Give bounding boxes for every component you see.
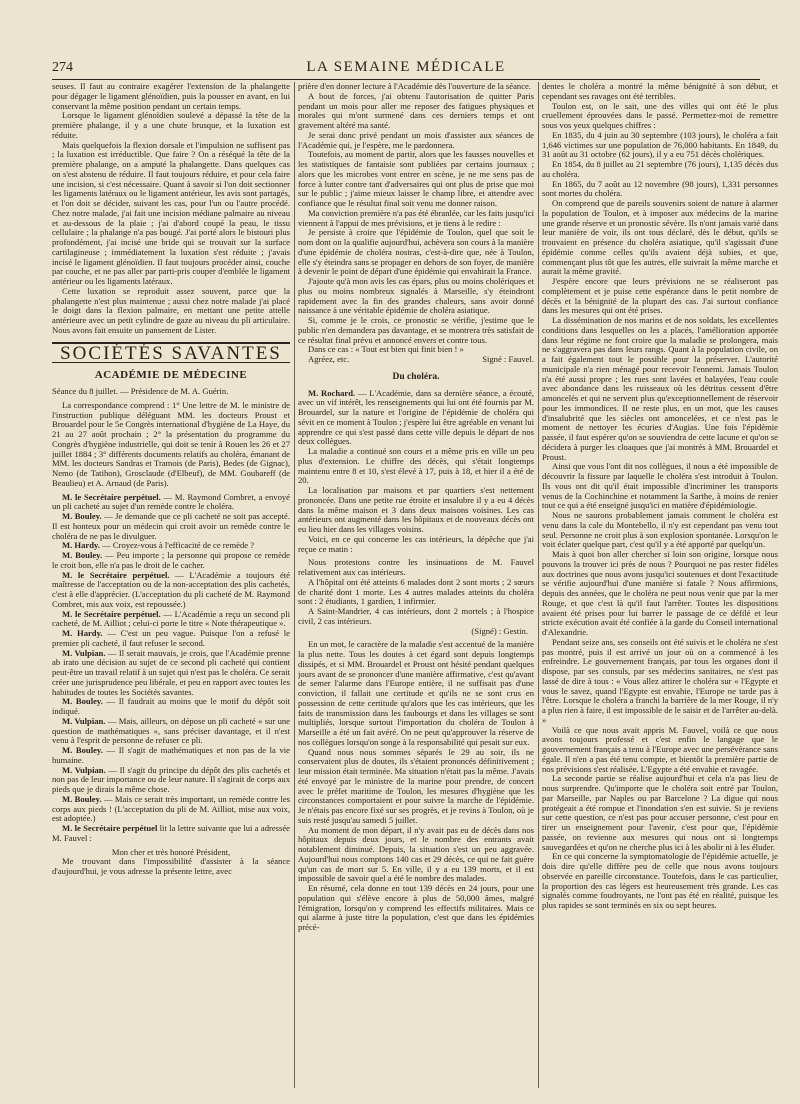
exchange-paragraph xyxy=(52,795,290,824)
speaker-name: M. le Secrétaire perpétuel xyxy=(62,823,158,833)
journal-title: LA SEMAINE MÉDICALE xyxy=(306,59,506,75)
paragraph: Cette luxation se reproduit assez souvent, parce que la phalangette n'est plus maintenue ; aussi chez notre malade j'ai placé le doigt dans la flexion palmaire, en mettant une petite attelle antérieure avec un petit cylindre de gaze au niveau du pli articulaire. Nous avons fait ensuite un pansement de Lister. xyxy=(52,285,290,335)
letter-paragraph: Me trouvant dans l'impossibilité d'assister à la séance d'aujourd'hui, je vous adresse la présente lettre, avec xyxy=(52,856,290,876)
paragraph: Au moment de mon départ, il n'y avait pas eu de décès dans nos hôpitaux depuis deux jours, et le nombre des entrants avait notablement diminué. Depuis, la situation s'est un peu aggravée. Aujourd'hui nous comptons 140 cas et 29 décès, ce qui ne fait guère qu'un cas de mort sur 5. En ville, il y a eu 139 morts, et il est impossible de savoir quel a été le nombre des malades. xyxy=(298,824,534,884)
paragraph: La localisation par maisons et par quartiers s'est nettement prononcée. Dans une petite rue étroite et insalubre il y a eu 4 décès dans la même maison et 3 dans deux maisons voisines. Les cas antérieurs ont augmenté dans les hôpitaux et de nouveaux décès ont eu lieu hier dans les villages voisins. xyxy=(298,485,534,534)
telegram-signature: (Signé) : Gestin. xyxy=(471,625,528,636)
paragraph: En résumé, cela donne en tout 139 décès en 24 jours, pour une population qui s'élève encore à plus de 50,000 âmes, malgré l'émigration, lorsqu'on y comprend les effectifs militaires. Mais ce qui alarme à juste titre la population, c'est que dans les épidémies précé- xyxy=(298,883,534,932)
speaker-name: M. le Secrétaire perpétuel. xyxy=(62,608,161,619)
exchange-paragraph xyxy=(52,512,290,541)
speech-text: — Je demande que ce pli cacheté ne soit pas accepté. Il est honteux pour un médecin qui croit avoir un remède contre le choléra de ne pas le divulguer. xyxy=(52,511,290,541)
exchange-paragraph xyxy=(52,717,290,746)
paragraph: Je serai donc privé pendant un mois d'assister aux séances de l'Académie qui, je l'espère, me le pardonnera. xyxy=(298,129,534,150)
paragraph: En 1865, du 7 août au 12 novembre (98 jours), 1,331 personnes sont mortes du choléra. xyxy=(542,178,778,199)
paragraph: J'espère encore que leurs prévisions ne se réaliseront pas complètement et je puise cette espérance dans le petit nombre de décès et la bénignité de la plupart des cas. J'ai surtout confiance dans les mesures qui ont été prises. xyxy=(542,276,778,316)
speaker-name: M. Vulpian. xyxy=(62,764,106,775)
telegram-paragraph: A l'hôpital ont été atteints 6 malades dont 2 sont morts ; 2 sœurs de charité dont 1 morte. Les 4 autres malades atteints du choléra sont : 2 étudiants, 1 gardien, 1 infirmier. xyxy=(298,576,534,607)
academy-title: ACADÉMIE DE MÉDECINE xyxy=(94,369,248,382)
letter-salutation: Mon cher et très honoré Président, xyxy=(111,846,231,857)
paragraph: Dans ce cas : « Tout est bien qui finit bien ! » xyxy=(308,344,464,355)
speech-text: — Il s'agit du principe du dépôt des plis cachetés et non pas de leur importance ou de leur nature. Il s'agirait de corps aux pieds que je dirais la même chose. xyxy=(52,764,290,794)
letter-signature xyxy=(298,355,534,365)
speaker-name: M. Vulpian. xyxy=(62,647,106,658)
exchange-paragraph xyxy=(52,649,290,698)
speaker-name: M. Hardy. xyxy=(62,540,100,551)
speaker-name: M. le Secrétaire perpétuel. xyxy=(62,569,170,580)
paragraph: Je persiste à croire que l'épidémie de Toulon, quel que soit le nom dont on la qualifie aujourd'hui, achèvera son cours à la manière d'une épidémie de choléra nostras, c'est-à-dire que, née à Toulon, elle s'y éteindra sans se propager en dehors de son foyer, de manière à devenir le point de départ d'une épidémie qui envahirait la France. xyxy=(298,227,534,277)
paragraph: Quand nous nous sommes séparés le 29 au soir, ils ne conservaient plus de doutes, ils s'étaient prononcés définitivement ; leur mission était terminée. Ma situation n'était pas la même. J'avais été envoyé par le ministre de la marine pour prendre, de concert avec le préfet maritime de Toulon, les mesures d'hygiène que les circonstances comportaient et pour suivre la marche de l'épidémie. Je n'étais pas encore fixé sur ses progrès, et je revins à Toulon, où je suis resté jusqu'au samedi 5 juillet. xyxy=(298,746,534,825)
page-header xyxy=(52,54,760,80)
closing-formula: Agréez, etc. xyxy=(308,354,350,364)
paragraph: En un mot, le caractère de la maladie s'est accentué de la manière la plus nette. Tous les doutes à cet égard sont depuis longtemps dissipés, et si MM. Brouardel et Proust ont hésité pendant quelques jours avant de se prononcer d'une manière affirmative, c'est qu'avant de semer l'alarme dans l'Europe entière, il ne suffisait pas d'une conviction, il fallait une certitude et qu'ils ne se sont crus en possession de cette certitude qu'alors que les cas intérieurs, que les faits de transmission dans les faubourgs et dans les villages se sont multipliés, lorsque surtout l'importation du choléra de Toulon à Marseille a été un fait avéré. On ne peut qu'approuver la réserve de nos collègues lorsqu'on songe à la responsabilité qui pesait sur eux. xyxy=(298,639,534,747)
exchange-paragraph xyxy=(52,697,290,717)
speech-text: — M. Raymond Combret, a envoyé un pli cacheté au sujet d'un remède contre le choléra. xyxy=(52,491,290,512)
exchange-paragraph xyxy=(52,493,290,513)
speaker-name: M. Bouley. xyxy=(62,745,103,755)
speech-text: — Mais, ailleurs, on dépose un pli cacheté « sur une question de mathématiques », sans préciser davantage, et il n'est venu à l'esprit de personne de refuser ce pli. xyxy=(52,715,290,746)
exchange-paragraph xyxy=(52,746,290,766)
exchange-paragraph xyxy=(52,629,290,649)
telegram-paragraph: A Saint-Mandrier, 4 cas intérieurs, dont 2 mortels ; à l'hospice civil, 2 cas intérieurs. xyxy=(298,606,534,626)
paragraph: Mais à quoi bon aller chercher si loin son origine, lorsque nous pouvons la trouver ici près de nous ? Pourquoi ne pas rester fidèles aux doctrines que nous avons jusqu'ici soutenues et dont l'exactitude se vérifie aujourd'hui d'une manière si fatale ? Nous affirmions, depuis des années, que le choléra ne peut nous venir que par la mer Rouge, et que c'est là qu'il faut l'arrêter. Toutes les dispositions avaient été prises pour lui barrer le passage de ce défilé et leur stricte exécution avait été confiée à la garde du Conseil international d'Alexandrie. xyxy=(542,549,778,637)
paragraph: prière d'en donner lecture à l'Académie dès l'ouverture de la séance. xyxy=(298,82,531,91)
paragraph: Nous ne saurons probablement jamais comment le choléra est venu dans la cale du Montebello, il n'y est cependant pas venu tout seul. Personne ne croit plus à son explosion spontanée. Lorsqu'on le voit éclater quelque part, c'est qu'il y a été apporté par quelqu'un. xyxy=(542,510,778,550)
column-1 xyxy=(52,82,290,1088)
paragraph: J'ajoute qu'à mon avis les cas épars, plus ou moins cholériques et plus ou moins nombreux signalés à Marseille, s'y éteindront rapidement avec la fin des grandes chaleurs, sans avoir donné naissance à une véritable épidémie de choléra asiatique. xyxy=(298,276,534,316)
paragraph: Pendant seize ans, ses conseils ont été suivis et le choléra ne s'est pas montré, puis il est arrivé un jour où on a commencé à les enfreindre. Le gouvernement français, par tous les organes dont il dispose, par ses consuls, par ses médecins sanitaires, ne s'est pas lassé de dire à tous : « Vous allez attirer le choléra sur « l'Egypte et vous le savez, quand l'Egypte est envahie, l'Europe ne tarde pas à l'être. Lorsque le choléra a franchi la barrière de la mer Rouge, il n'y a plus rien à faire, il est impossible de le saisir et de l'arrêter au-delà. » xyxy=(542,636,778,725)
exchange-paragraph xyxy=(52,610,290,630)
speech-text: — C'est un peu vague. Puisque l'on a refusé le premier pli cacheté, il faut refuser le second. xyxy=(52,628,290,648)
column-divider xyxy=(538,82,539,1088)
paragraph: En 1854, du 8 juillet au 21 septembre (76 jours), 1,135 décès dus au choléra. xyxy=(542,159,778,179)
signature: Signé : Fauvel. xyxy=(482,354,534,364)
speaker-name: M. Bouley. xyxy=(62,793,102,804)
speech-text: — Mais ce serait très important, un remède contre les corps aux pieds ! (L'acceptation du pli de M. Ailliot, mise aux voix, est adoptée.) xyxy=(52,793,290,824)
speech-text: — Il s'agit de mathématiques et non pas de la vie humaine. xyxy=(52,745,290,765)
exchange-paragraph xyxy=(52,824,290,844)
speaker-name: M. le Secrétaire perpétuel. xyxy=(62,491,161,502)
paragraph: Toutefois, au moment de partir, alors que les fausses nouvelles et les statistiques de fantaisie sont publiées par certains journaux ; alors que les microbes vont entrer en scène, je ne me sens pas de force à lutter contre tant d'adversaires qui ont plus de prise que moi sur le public ; j'aime mieux laisser le champ libre, et attendre avec confiance que le résultat final soit venu me donner raison. xyxy=(298,149,534,208)
paragraph: Si, comme je le crois, ce pronostic se vérifie, j'estime que le public n'en demandera pas davantage, et se montrera très satisfait de ce résultat final prévu et annoncé envers et contre tous. xyxy=(298,315,534,345)
speech-text: — L'Académie a toujours été maîtresse de l'acceptation ou de la non-acceptation des plis cachetés, c'est à elle d'apprécier. (L'acceptation du pli cacheté de M. Raymond Combret, mis aux voix, est repoussée.) xyxy=(52,569,290,609)
paragraph: La dissémination de nos marins et de nos soldats, les excellentes conditions dans lesquelles on les a placés, l'amélioration apportée dans leur régime ne font croire que la maladie se prolongera, mais ne s'aggravera pas dans leurs rangs. Quant à la population civile, on a fait également tout le possible pour la préserver. L'autorité municipale n'a rien ménagé pour recevoir l'ennemi. Jamais Toulon n'a été aussi propre ; les rues sont lavées et balayées, l'eau coule avec abondance dans les ruisseaux où les détritus cessent d'être amoncelés et qui ne servent plus qu'exceptionnellement de réservoir pour les immondices. Il ne reste plus, en un mot, que les causes d'insalubrité que les siècles ont amoncelées, et ce n'est pas le moment de nettoyer les écuries d'Augias. Une fois l'épidémie passée, il faut espérer qu'on se souviendra de cette lacune et qu'on se décidera à purger les cloaques que j'ai montrés à MM. Brouardel et Proust. xyxy=(542,315,778,462)
paragraph: A bout de forces, j'ai obtenu l'autorisation de quitter Paris pendant un mois pour aller me reposer des fatigues physiques et morales qui m'ont surmené dans ces derniers temps et ont gravement altéré ma santé. xyxy=(298,90,534,130)
column-3 xyxy=(542,82,778,1088)
exchange-paragraph xyxy=(298,389,534,448)
speaker-name: M. Bouley. xyxy=(62,550,103,560)
speech-text: — L'Académie, dans sa dernière séance, a écouté, avec un vif intérêt, les renseignements qui lui ont été fournis par M. Brouardel, sur la nature et l'origine de l'épidémie de choléra qui sévit en ce moment à Toulon ; j'espère lui être agréable en venant lui apprendre ce qui s'est passé dans cette ville depuis le départ de nos deux collègues. xyxy=(298,387,534,447)
section-title: Du choléra. xyxy=(392,371,440,382)
paragraph: La seconde partie se réalise aujourd'hui et cela n'a pas lieu de nous surprendre. Qu'importe que le choléra soit entré par Toulon, par Marseille, par Naples ou par Barcelone ? La digue qui nous protégeait a été rompue et l'inondation s'en est suivie. Si je reviens sur cette question, ce n'est pas pour accuser personne, c'est pour en tirer un enseignement pour l'avenir, c'est pour que, l'épidémie passée, on revienne aux mesures qui nous ont si longtemps sauvegardées et qu'on ne cherche plus ici à les abolir ni à les éluder. xyxy=(542,773,778,852)
paragraph: On comprend que de pareils souvenirs soient de nature à alarmer la population de Toulon, et à imposer aux médecins de la marine une grande réserve et un pronostic sévère. Ils n'ont jamais varié dans leur manière de voir, ils ont tous déclaré, dès le début, qu'ils se trouvaient en présence du choléra asiatique, qu'il s'agissait d'une épidémie comme celles qu'ils avaient déjà subies, et que, commençant plus tôt que les autres, elle suivrait la même marche et aurait la même gravité. xyxy=(542,198,778,277)
exchange-paragraph xyxy=(52,551,290,571)
paragraph: Lorsque le ligament glénoïdien soulevé a dépassé la tête de la première phalange, il y a une chute brusque, et la luxation est réduite. xyxy=(52,110,290,140)
speech-text: lit la lettre suivante que lui a adressée M. Fauvel : xyxy=(52,823,290,843)
exchange-paragraph xyxy=(52,571,290,610)
speech-text: — Il faudrait au moins que le motif du dépôt soit indiqué. xyxy=(52,696,290,716)
paragraph: seuses. Il faut au contraire exagérer l'extension de la phalangette pour dégager le ligament glénoïdien, puis la pousser en avant, en lui conservant la même position pendant un certain temps. xyxy=(52,82,290,111)
speech-text: — Croyez-vous à l'efficacité de ce remède ? xyxy=(99,540,255,551)
paragraph: La maladie a continué son cours et a même pris en ville un peu plus d'extension. Le chiffre des décès, qui s'était longtemps maintenu entre 8 et 10, s'est élevé à 17, puis à 18, et hier il a été de 20. xyxy=(298,446,534,486)
paragraph: En ce qui concerne la symptomatologie de l'épidémie actuelle, je dois dire qu'elle diffère peu de celle que nous avons toujours observée en pareille circonstance. Toutefois, dans le cas particulier, la proportion des cas légers est heureusement très grande. Les cas signalés comme foudroyants, ne l'ont pas été en réalité, puisque les plus rapides se sont terminés en six ou sept heures. xyxy=(542,851,778,910)
speaker-name: M. Hardy. xyxy=(62,628,103,638)
speaker-name: M. Vulpian. xyxy=(62,715,106,726)
speaker-name: M. Bouley. xyxy=(62,696,103,707)
paragraph: Mais quelquefois la flexion dorsale et l'impulsion ne suffisent pas ; la luxation est irréductible. Que faire ? On a réséqué la tête de la première phalange, on a amputé la phalangette. Dans quelques cas on s'est abstenu de réduire. Il faut toujours réduire, et pour cela faire une incision, si c'est nécessaire. Quant à savoir si l'on doit sectionner les ligaments latéraux ou le ligament antérieur, les avis sont partagés, et l'on doit se décider, suivant les cas, pour l'un ou l'autre procédé. Chez notre malade, j'ai fait une incision médiane palmaire au niveau et au-dessous de la plaie ; j'ai d'abord coupé la peau, le tissu cellulaire ; la phalange n'a pas bougé. J'ai porté alors le bistouri plus profondément, j'ai incisé une bride qui se trouvait sur la surface cartilagineuse ; immédiatement la luxation s'est réduite ; j'avais incisé le ligament glénoïdien. Il faut toujours procéder ainsi, couche par couche, et ne pas aller par parti-pris couper d'emblée le ligament antérieur ou les ligaments latéraux. xyxy=(52,139,290,286)
speech-text: — Peu importe ; la personne qui propose ce remède le croit bon, elle n'a pas le droit de le cacher. xyxy=(52,550,290,570)
correspondence-paragraph: La correspondance comprend : 1° Une lettre de M. le ministre de l'instruction publique déléguant MM. les docteurs Proust et Brouardel pour le 5e Congrès international d'hygiène de La Haye, du 21 au 27 août prochain ; 2° la présentation du programme du Congrès d'hygiène industrielle, qui doit se tenir à Rouen les 26 et 27 juillet 1884 ; 3° différents documents relatifs au choléra, émanant de MM. les docteurs Sandras et Tramois (de Paris), Bedes (de Gignac), Nemo (de Tatihon), Grosclaude (d'Elbeuf), de MM. Goubareff (de Beaulieu) et A. Arnaud (de Paris). xyxy=(52,399,290,488)
paragraph: Voilà ce que nous avait appris M. Fauvel, voilà ce que nous avons toujours professé et c'est enfin le langage que le gouvernement français a tenu à l'Europe avec une persévérance sans égale. Il n'en a pas été tenu compte, et bientôt la première partie de nos prévisions s'est réalisée. L'Egypte a été envahie et ravagée. xyxy=(542,724,778,774)
section-title: SOCIÉTÉS SAVANTES xyxy=(52,342,290,364)
speech-text: — Il serait mauvais, je crois, que l'Académie prenne ab irato une décision au sujet de ce second pli cacheté qui contient peut-être un travail relatif à un sujet qui n'est pas le choléra. Ce serait créer une jurisprudence peu libérale, et peu en rapport avec toutes les habitudes de toutes les Sociétés savantes. xyxy=(52,647,290,697)
speaker-name: M. Bouley. xyxy=(62,511,102,521)
telegram-paragraph: Nous protestons contre les insinuations de M. Fauvel relativement aux cas intérieurs. xyxy=(298,557,534,577)
column-2 xyxy=(298,82,534,1088)
paragraph: dentes le choléra a montré la même bénignité à son début, et cependant ses ravages ont été terribles. xyxy=(542,82,778,101)
paragraph: En 1835, du 4 juin au 30 septembre (103 jours), le choléra a fait 1,646 victimes sur une population de 76,000 habitants. En 1849, du 31 août au 31 octobre (62 jours), il y a eu 751 décès cholériques. xyxy=(542,129,778,160)
exchange-paragraph xyxy=(52,766,290,795)
paragraph: Toulon est, on le sait, une des villes qui ont été le plus cruellement éprouvées dans le passé. Permettez-moi de remettre sous vos yeux quelques chiffres : xyxy=(542,100,778,130)
column-divider xyxy=(294,82,295,1088)
paragraph: Ainsi que vous l'ont dit nos collègues, il nous a été impossible de découvrir la fissure par laquelle le choléra s'est introduit à Toulon. Ils vous ont dit qu'il était impossible d'incriminer les transports venus de la Cochinchine et notamment la Sarthe, à moins de renier tout ce qui a été enseigné jusqu'ici en matière d'épidémiologie. xyxy=(542,461,778,511)
page-number: 274 xyxy=(52,60,73,75)
paragraph: Ma conviction première n'a pas été ébranlée, car les faits jusqu'ici viennent à l'appui de mes prévisions, et je tiens à le redire : xyxy=(298,207,534,228)
speech-text: — L'Académie a reçu un second pli cacheté, de M. Ailliot ; celui-ci porte le titre « Note thérapeutique ». xyxy=(52,608,290,629)
paragraph: Voici, en ce qui concerne les cas intérieurs, la dépêche que j'ai reçue ce matin : xyxy=(298,533,534,554)
seance-line: Séance du 8 juillet. — Présidence de M. A. Guérin. xyxy=(52,386,229,396)
speaker-name: M. Rochard. xyxy=(308,387,356,398)
